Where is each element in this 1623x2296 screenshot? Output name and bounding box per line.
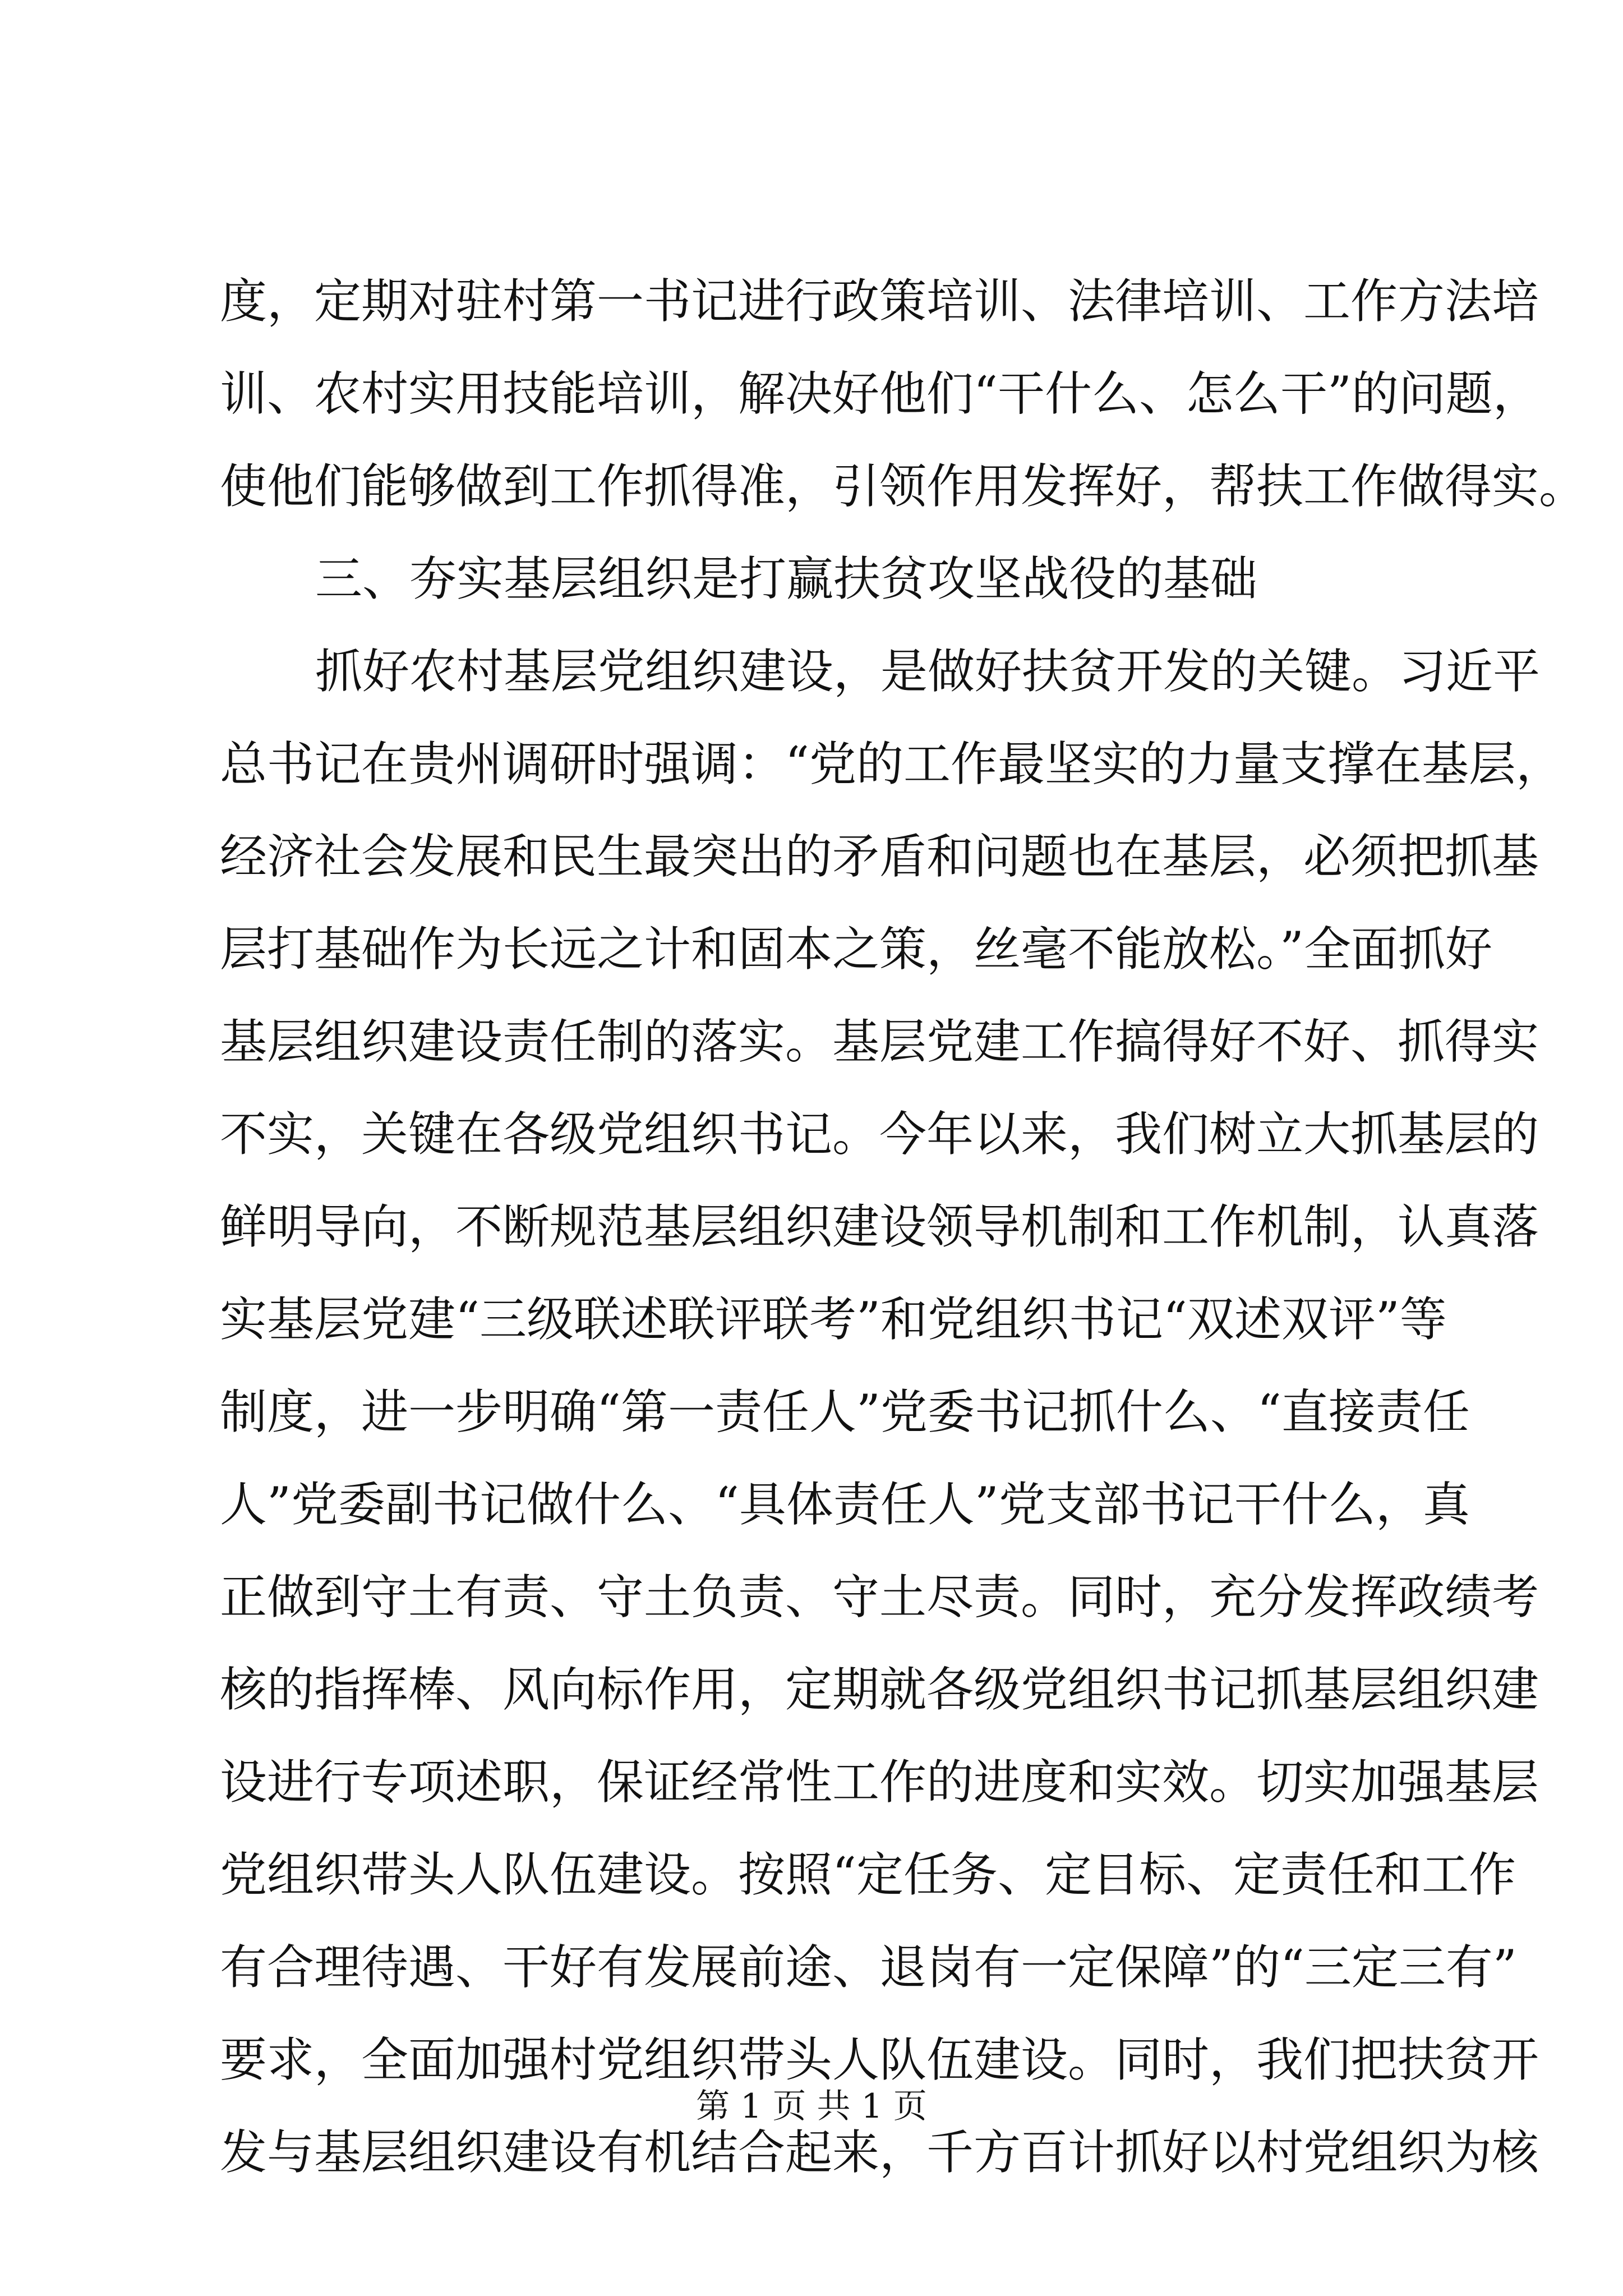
text-line: 正做到守土有责、守土负责、守土尽责。同时，充分发挥政绩考 (220, 1570, 1539, 1625)
text-line: 实基层党建“三级联述联评联考”和党组织书记“双述双评”等 (220, 1292, 1447, 1347)
text-line: 党组织带头人队伍建设。按照“定任务、定目标、定责任和工作 (220, 1847, 1516, 1902)
text-line: 设进行专项述职，保证经常性工作的进度和实效。切实加强基层 (220, 1755, 1539, 1810)
text-line: 度，定期对驻村第一书记进行政策培训、法律培训、工作方法培 (220, 274, 1539, 329)
paragraph-first-line: 抓好农村基层党组织建设，是做好扶贫开发的关键。习近平 (315, 644, 1541, 699)
body-text (220, 255, 1587, 2199)
text-line: 要求，全面加强村党组织带头人队伍建设。同时，我们把扶贫开 (220, 2032, 1539, 2087)
page-number-footer: 第 1 页 共 1 页 (696, 2087, 927, 2126)
text-line: 制度，进一步明确“第一责任人”党委书记抓什么、“直接责任 (220, 1384, 1470, 1439)
text-line: 使他们能够做到工作抓得准，引领作用发挥好，帮扶工作做得实。 (220, 459, 1587, 514)
text-line: 基层组织建设责任制的落实。基层党建工作搞得好不好、抓得实 (220, 1014, 1539, 1069)
text-line: 有合理待遇、干好有发展前途、退岗有一定保障”的“三定三有” (220, 1940, 1517, 1995)
text-line: 经济社会发展和民生最突出的矛盾和问题也在基层，必须把抓基 (220, 829, 1539, 884)
text-line: 不实，关键在各级党组织书记。今年以来，我们树立大抓基层的 (220, 1107, 1539, 1162)
text-line: 总书记在贵州调研时强调：“党的工作最坚实的力量支撑在基层， (220, 737, 1563, 792)
text-line: 训、农村实用技能培训，解决好他们“干什么、怎么干”的问题， (220, 366, 1540, 421)
text-line: 层打基础作为长远之计和固本之策，丝毫不能放松。”全面抓好 (220, 922, 1492, 977)
text-line: 发与基层组织建设有机结合起来，千方百计抓好以村党组织为核 (220, 2125, 1539, 2180)
section-heading: 三、夯实基层组织是打赢扶贫攻坚战役的基础 (315, 551, 1258, 606)
text-line: 人”党委副书记做什么、“具体责任人”党支部书记干什么，真 (220, 1477, 1470, 1532)
text-line: 核的指挥棒、风向标作用，定期就各级党组织书记抓基层组织建 (220, 1662, 1539, 1717)
text-line: 鲜明导向，不断规范基层组织建设领导机制和工作机制，认真落 (220, 1199, 1539, 1254)
